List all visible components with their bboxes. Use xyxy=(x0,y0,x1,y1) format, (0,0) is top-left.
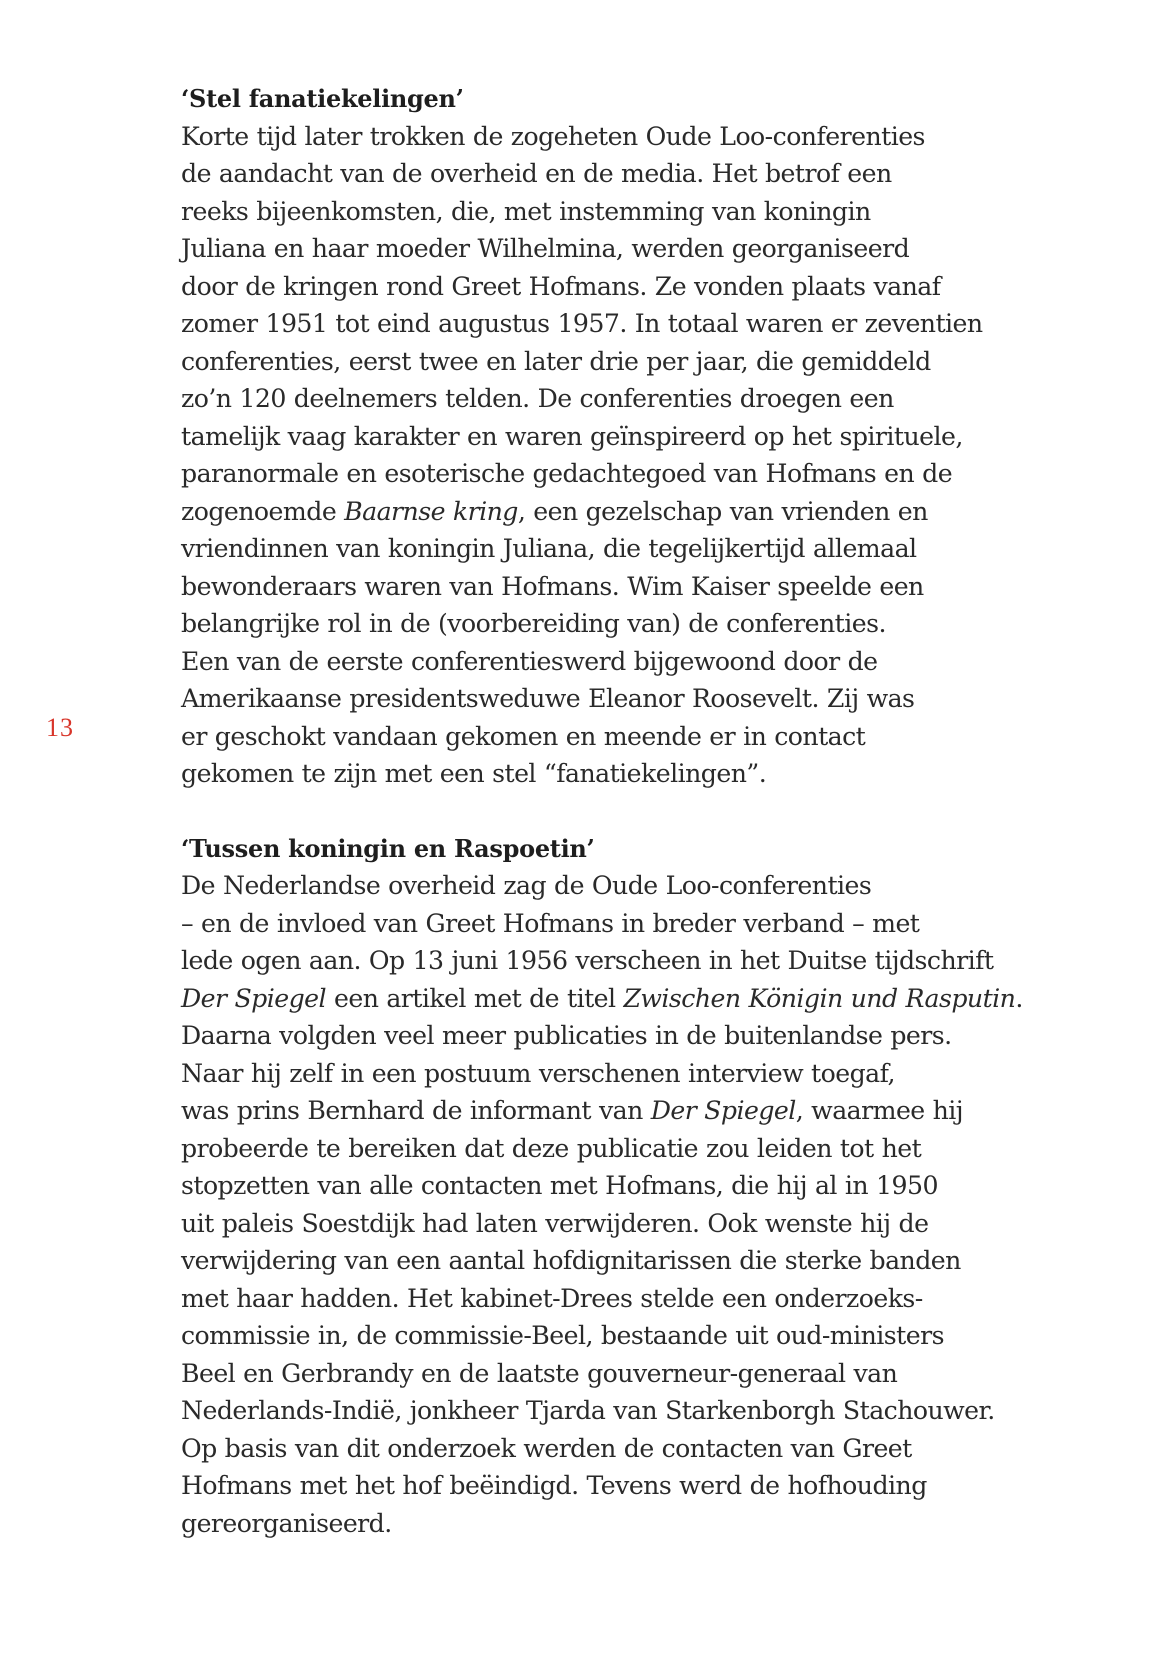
text-line xyxy=(181,1280,1061,1318)
text-run: Juliana en haar moeder Wilhelmina, werden georganiseerd xyxy=(181,234,910,263)
text-line xyxy=(181,605,1061,643)
text-run: conferenties, eerst twee en later drie per jaar, die gemiddeld xyxy=(181,346,931,376)
text-line xyxy=(181,268,1061,306)
text-run: gereorganiseerd. xyxy=(181,1508,392,1538)
text-line xyxy=(181,568,1061,606)
section-tussen-koningin-en-raspoetin xyxy=(181,830,1061,1543)
text-run: Amerikaanse presidentsweduwe Eleanor Roosevelt. Zij was xyxy=(181,684,915,713)
page-number: 13 xyxy=(46,713,74,742)
text-run: commissie in, de commissie-Beel, bestaande uit oud-ministers xyxy=(181,1321,944,1350)
text-line xyxy=(181,118,1061,156)
text-line xyxy=(181,1430,1061,1468)
text-run: Op basis van dit onderzoek werden de contacten van Greet xyxy=(181,1433,912,1463)
text-run: was prins Bernhard de informant van xyxy=(181,1096,651,1125)
text-run: Daarna volgden veel meer publicaties in de buitenlandse pers. xyxy=(181,1021,952,1050)
text-line xyxy=(181,418,1061,456)
text-run: Een van de eerste conferentieswerd bijgewoond door de xyxy=(181,646,878,676)
text-line xyxy=(181,380,1061,418)
section-heading: ‘Tussen koningin en Raspoetin’ xyxy=(181,833,595,863)
text-run: zo’n 120 deelnemers telden. De conferenties droegen een xyxy=(181,384,894,413)
text-run: stopzetten van alle contacten met Hofmans, die hij al in 1950 xyxy=(181,1171,938,1200)
italic-text-run: Baarnse kring xyxy=(344,496,518,526)
text-run: Korte tijd later trokken de zogeheten Oude Loo-conferenties xyxy=(181,121,925,151)
text-run: , een gezelschap van vrienden en xyxy=(517,496,928,526)
section-heading: ‘Stel fanatiekelingen’ xyxy=(181,84,464,113)
text-line xyxy=(181,1392,1061,1430)
text-run: bewonderaars waren van Hofmans. Wim Kaiser speelde een xyxy=(181,571,924,601)
text-line xyxy=(181,1205,1061,1243)
text-run: paranormale en esoterische gedachtegoed van Hofmans en de xyxy=(181,459,953,488)
text-line xyxy=(181,230,1061,268)
text-run: – en de invloed van Greet Hofmans in breder verband – met xyxy=(181,908,920,938)
text-run: probeerde te bereiken dat deze publicatie zou leiden tot het xyxy=(181,1133,922,1163)
text-run: door de kringen rond Greet Hofmans. Ze vonden plaats vanaf xyxy=(181,271,941,301)
text-line xyxy=(181,905,1061,943)
text-run: belangrijke rol in de (voorbereiding van) de conferenties. xyxy=(181,609,886,638)
text-run: Beel en Gerbrandy en de laatste gouverneur-generaal van xyxy=(181,1358,898,1388)
text-run: De Nederlandse overheid zag de Oude Loo-conferenties xyxy=(181,871,872,900)
text-line xyxy=(181,155,1061,193)
text-line xyxy=(181,455,1061,493)
text-run: een artikel met de titel xyxy=(326,983,624,1013)
text-run: uit paleis Soestdijk had laten verwijderen. Ook wenste hij de xyxy=(181,1208,929,1238)
text-run: Naar hij zelf in een postuum verschenen interview toegaf, xyxy=(181,1058,895,1088)
text-run: , waarmee hij xyxy=(795,1096,964,1125)
italic-text-run: Zwischen Königin und Rasputin xyxy=(623,983,1016,1013)
text-line xyxy=(181,1317,1061,1355)
italic-text-run: Der Spiegel xyxy=(650,1096,796,1125)
text-line xyxy=(181,867,1061,905)
text-line xyxy=(181,1242,1061,1280)
text-line xyxy=(181,755,1061,793)
section-body xyxy=(181,118,1061,793)
text-line xyxy=(181,1017,1061,1055)
text-line xyxy=(181,1355,1061,1393)
text-run: met haar hadden. Het kabinet-Drees stelde een onderzoeks- xyxy=(181,1283,923,1313)
text-line xyxy=(181,980,1061,1018)
text-run: vriendinnen van koningin Juliana, die tegelijkertijd allemaal xyxy=(181,534,917,563)
text-run: verwijdering van een aantal hofdignitarissen die sterke banden xyxy=(181,1246,961,1275)
text-line xyxy=(181,1092,1061,1130)
text-run: . xyxy=(1015,983,1023,1013)
text-run: lede ogen aan. Op 13 juni 1956 verscheen in het Duitse tijdschrift xyxy=(181,946,994,975)
text-line xyxy=(181,343,1061,381)
text-run: zogenoemde xyxy=(181,496,345,526)
text-column xyxy=(181,80,1061,1542)
text-line xyxy=(181,680,1061,718)
text-line xyxy=(181,643,1061,681)
text-line xyxy=(181,193,1061,231)
section-body xyxy=(181,867,1061,1542)
text-line xyxy=(181,1055,1061,1093)
italic-text-run: Der Spiegel xyxy=(181,983,327,1013)
text-line xyxy=(181,1467,1061,1505)
text-run: Hofmans met het hof beëindigd. Tevens werd de hofhouding xyxy=(181,1471,927,1500)
text-line xyxy=(181,530,1061,568)
text-line xyxy=(181,305,1061,343)
text-line xyxy=(181,1130,1061,1168)
text-line xyxy=(181,942,1061,980)
text-run: zomer 1951 tot eind augustus 1957. In totaal waren er zeventien xyxy=(181,309,983,338)
text-run: tamelijk vaag karakter en waren geïnspireerd op het spirituele, xyxy=(181,421,963,451)
text-run: er geschokt vandaan gekomen en meende er in contact xyxy=(181,721,866,751)
text-run: Nederlands-Indië, jonkheer Tjarda van Starkenborgh Stachouwer. xyxy=(181,1396,995,1425)
text-run: de aandacht van de overheid en de media. Het betrof een xyxy=(181,159,892,188)
text-run: gekomen te zijn met een stel “fanatiekelingen”. xyxy=(181,759,767,788)
section-stel-fanatiekelingen xyxy=(181,80,1061,793)
text-line xyxy=(181,1505,1061,1543)
text-line xyxy=(181,493,1061,531)
text-line xyxy=(181,1167,1061,1205)
text-line xyxy=(181,718,1061,756)
text-run: reeks bijeenkomsten, die, met instemming van koningin xyxy=(181,196,871,226)
